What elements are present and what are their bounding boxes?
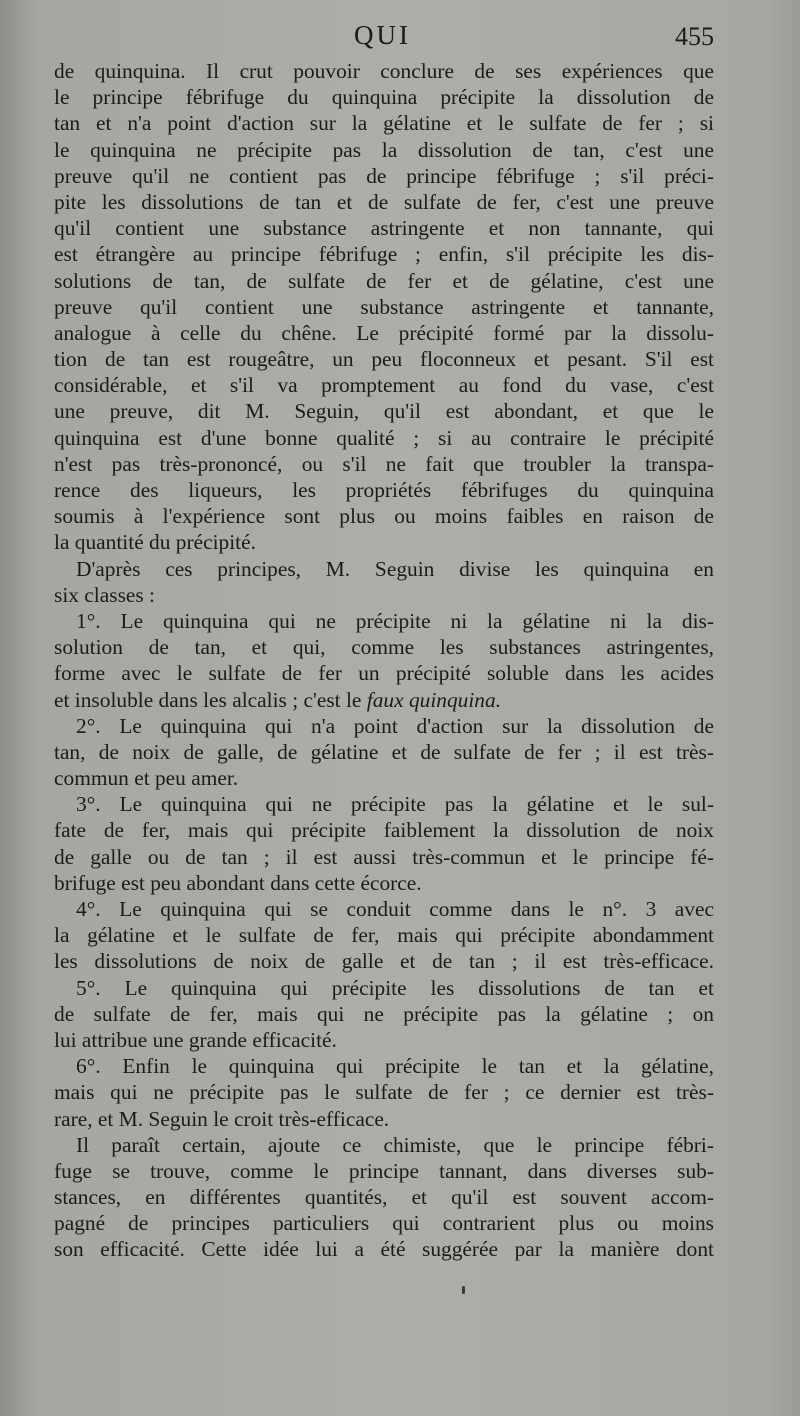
text-line: la quantité du précipité. bbox=[54, 530, 256, 555]
text-line: 6°. Enfin le quinquina qui précipite le tan et la gélatine, bbox=[76, 1054, 714, 1079]
running-head: QUI bbox=[354, 20, 411, 50]
text-line: tan, de noix de galle, de gélatine et de sulfate de fer ; il est très- bbox=[54, 739, 714, 764]
text-line: de quinquina. Il crut pouvoir conclure de ses expériences que bbox=[54, 59, 714, 83]
text-line-start: et insoluble dans les alcalis ; c'est le bbox=[54, 687, 362, 712]
text-line: 3°. Le quinquina qui ne précipite pas la gélatine et le sul- bbox=[76, 792, 714, 817]
text-line: est étrangère au principe fébrifuge ; enfin, s'il précipite les dis- bbox=[54, 242, 714, 267]
ink-speck bbox=[462, 1286, 465, 1294]
text-line: solution de tan, et qui, comme les substances astringentes, bbox=[54, 635, 714, 660]
text-line: lui attribue une grande efficacité. bbox=[54, 1027, 337, 1052]
text-line: rare, et M. Seguin le croit très-efficace. bbox=[54, 1106, 390, 1131]
text-line: forme avec le sulfate de fer un précipité soluble dans les acides bbox=[54, 661, 714, 686]
text-line: le principe fébrifuge du quinquina précipite la dissolution de bbox=[54, 85, 714, 110]
text-line: considérable, et s'il va promptement au fond du vase, c'est bbox=[54, 373, 714, 398]
text-line: D'après ces principes, M. Seguin divise les quinquina en bbox=[76, 556, 714, 581]
text-line: analogue à celle du chêne. Le précipité formé par la dissolu- bbox=[54, 320, 714, 345]
text-line: pite les dissolutions de tan et de sulfate de fer, c'est une preuve bbox=[54, 189, 714, 214]
text-line: tan et n'a point d'action sur la gélatine et le sulfate de fer ; si bbox=[54, 111, 714, 136]
text-line: preuve qu'il ne contient pas de principe fébrifuge ; s'il préci- bbox=[54, 163, 714, 188]
body-text bbox=[54, 58, 714, 1263]
text-line: quinquina est d'une bonne qualité ; si au contraire le précipité bbox=[54, 425, 714, 450]
text-line: tion de tan est rougeâtre, un peu floconneux et pesant. S'il est bbox=[54, 347, 714, 372]
page-header bbox=[54, 20, 714, 54]
text-line: 2°. Le quinquina qui n'a point d'action sur la dissolution de bbox=[76, 713, 714, 738]
text-line: pagné de principes particuliers qui contrarient plus ou moins bbox=[54, 1211, 714, 1236]
text-line: une preuve, dit M. Seguin, qu'il est abondant, et que le bbox=[54, 399, 714, 424]
text-line: rence des liqueurs, les propriétés fébrifuges du quinquina bbox=[54, 478, 714, 502]
text-line: 5°. Le quinquina qui précipite les dissolutions de tan et bbox=[76, 975, 714, 1000]
text-line: six classes : bbox=[54, 582, 155, 607]
text-line: le quinquina ne précipite pas la dissolution de tan, c'est une bbox=[54, 137, 714, 162]
text-line: Il paraît certain, ajoute ce chimiste, que le principe fébri- bbox=[76, 1132, 714, 1157]
text-line: commun et peu amer. bbox=[54, 766, 239, 791]
text-line: la gélatine et le sulfate de fer, mais qui précipite abondamment bbox=[54, 923, 714, 948]
text-line: fuge se trouve, comme le principe tannant, dans diverses sub- bbox=[54, 1158, 714, 1183]
text-line: 1°. Le quinquina qui ne précipite ni la gélatine ni la dis- bbox=[76, 608, 714, 633]
text-line: soumis à l'expérience sont plus ou moins faibles en raison de bbox=[54, 504, 714, 529]
page-number: 455 bbox=[675, 22, 714, 51]
text-line: solutions de tan, de sulfate de fer et de gélatine, c'est une bbox=[54, 268, 714, 293]
text-line: preuve qu'il contient une substance astringente et tannante, bbox=[54, 294, 714, 319]
text-line: 4°. Le quinquina qui se conduit comme dans le n°. 3 avec bbox=[76, 897, 714, 921]
text-line: qu'il contient une substance astringente et non tannante, qui bbox=[54, 216, 714, 241]
text-line: brifuge est peu abondant dans cette écorce. bbox=[54, 870, 422, 895]
text-line: mais qui ne précipite pas le sulfate de fer ; ce dernier est très- bbox=[54, 1080, 714, 1105]
text-line: de sulfate de fer, mais qui ne précipite pas la gélatine ; on bbox=[54, 1001, 714, 1026]
text-line: son efficacité. Cette idée lui a été suggérée par la manière dont bbox=[54, 1237, 714, 1262]
text-line: fate de fer, mais qui précipite faiblement la dissolution de noix bbox=[54, 818, 714, 843]
text-line: n'est pas très-prononcé, ou s'il ne fait que troubler la transpa- bbox=[54, 451, 714, 476]
text-line bbox=[54, 687, 714, 713]
text-line: les dissolutions de noix de galle et de tan ; il est très-efficace. bbox=[54, 949, 714, 974]
text-line: de galle ou de tan ; il est aussi très-commun et le principe fé- bbox=[54, 844, 714, 869]
text-line: stances, en différentes quantités, et qu'il est souvent accom- bbox=[54, 1185, 714, 1210]
italic-phrase: faux quinquina. bbox=[366, 687, 502, 712]
